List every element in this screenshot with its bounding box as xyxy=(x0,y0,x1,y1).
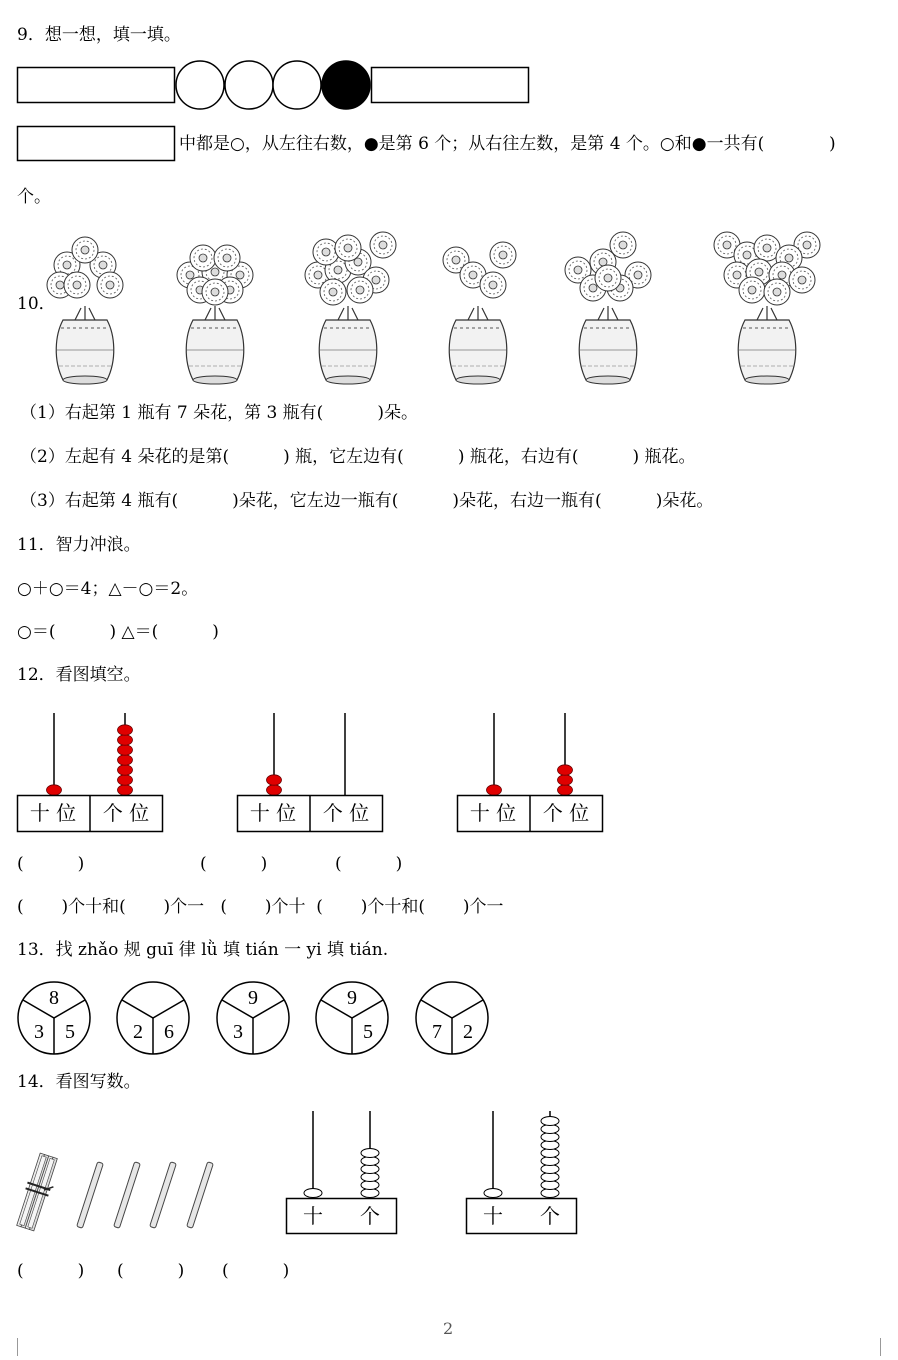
ones-label: 个 位 xyxy=(102,801,150,825)
q11-equation: ○＋○＝4；△－○＝2。 xyxy=(17,579,199,599)
white-circle xyxy=(273,61,321,109)
q14-title: 14．看图写数。 xyxy=(17,1072,141,1092)
circle-top-number: 8 xyxy=(49,987,59,1009)
q11-answer: ○＝( ) △＝( ) xyxy=(17,622,219,642)
margin-mark-left xyxy=(17,1338,18,1356)
circle-left-number: 2 xyxy=(133,1021,143,1043)
abacus-bead xyxy=(487,785,502,795)
number-circle-3 xyxy=(217,982,289,1054)
circle-left-number: 7 xyxy=(432,1021,442,1043)
ones-label: 个 xyxy=(540,1204,560,1228)
circle-right-number: 2 xyxy=(463,1021,473,1043)
q13-title: 13．找 zhǎo 规 guī 律 lǜ 填 tián 一 yi 填 tián. xyxy=(17,940,389,960)
circle-top-number: 9 xyxy=(347,987,357,1009)
ones-label: 个 位 xyxy=(542,801,590,825)
abacus-bead xyxy=(304,1189,322,1198)
tens-label: 十 xyxy=(483,1204,503,1228)
q10-sub2: （2）左起有 4 朵花的是第( ) 瓶，它左边有( ) 瓶花，右边有( ) 瓶花。 xyxy=(20,447,696,467)
abacus-bead xyxy=(118,765,133,775)
single-stick xyxy=(77,1162,104,1229)
abacus-bead xyxy=(118,745,133,755)
circle-left-number: 3 xyxy=(34,1021,44,1043)
q10-sub3: （3）右起第 4 瓶有( )朵花，它左边一瓶有( )朵花，右边一瓶有( )朵花。 xyxy=(20,491,714,511)
q11-title: 11．智力冲浪。 xyxy=(17,535,141,555)
q12-title: 12．看图填空。 xyxy=(17,665,141,685)
q14-blank-2[interactable]: ( ) xyxy=(117,1261,185,1281)
single-stick xyxy=(187,1162,214,1229)
q12-blank-2[interactable]: ( ) xyxy=(200,854,268,874)
single-stick xyxy=(114,1162,141,1229)
circle-right-number: 6 xyxy=(164,1021,174,1043)
tens-label: 十 xyxy=(303,1204,323,1228)
q14-blank-3[interactable]: ( ) xyxy=(222,1261,290,1281)
q14-blank-1[interactable]: ( ) xyxy=(17,1261,85,1281)
abacus-bead xyxy=(118,775,133,785)
abacus-bead xyxy=(361,1149,379,1158)
q14-abacus-1 xyxy=(286,1108,401,1238)
blank-box-left xyxy=(18,68,175,103)
abacus-bead xyxy=(267,785,282,795)
vase-3 xyxy=(305,232,396,384)
vase-5 xyxy=(565,232,651,384)
q9-blank-box[interactable] xyxy=(17,126,177,162)
vase-6 xyxy=(714,232,820,384)
stick-bundle-picture xyxy=(15,1150,225,1235)
abacus-bead xyxy=(541,1117,559,1126)
stick-bundle xyxy=(14,1152,62,1232)
abacus-bead xyxy=(558,765,573,775)
circle-right-number: 5 xyxy=(65,1021,75,1043)
q12-abacus-1 xyxy=(17,710,167,835)
page-number: 2 xyxy=(443,1319,454,1338)
white-circle xyxy=(176,61,224,109)
abacus-bead xyxy=(118,785,133,795)
number-circle-2 xyxy=(117,982,189,1054)
white-circle xyxy=(225,61,273,109)
blank-box-right xyxy=(372,68,529,103)
single-stick xyxy=(150,1162,177,1229)
margin-mark-right xyxy=(880,1338,881,1356)
abacus-bead xyxy=(47,785,62,795)
tens-label: 十 位 xyxy=(29,801,77,825)
abacus-bead xyxy=(118,735,133,745)
q12-blank-3[interactable]: ( ) xyxy=(335,854,403,874)
number-circle-5 xyxy=(416,982,488,1054)
q14-abacus-2 xyxy=(466,1108,581,1238)
q10-number: 10． xyxy=(17,294,56,314)
number-circle-1 xyxy=(18,982,90,1054)
vase-1 xyxy=(47,237,123,384)
circle-right-number: 5 xyxy=(363,1021,373,1043)
ones-label: 个 位 xyxy=(322,801,370,825)
q13-circles xyxy=(0,975,898,1065)
q12-abacus-2 xyxy=(237,710,387,835)
abacus-bead xyxy=(267,775,282,785)
vase-4 xyxy=(443,242,516,384)
q12-blank-1[interactable]: ( ) xyxy=(17,854,85,874)
q9-title: 9．想一想，填一填。 xyxy=(17,25,181,45)
q9-line2: 个。 xyxy=(17,187,51,207)
tens-label: 十 位 xyxy=(249,801,297,825)
q12-blank-row[interactable]: ( )个十和( )个一 ( )个十 ( )个十和( )个一 xyxy=(17,897,504,917)
number-circle-4 xyxy=(316,982,388,1054)
abacus-bead xyxy=(558,775,573,785)
black-circle xyxy=(322,61,370,109)
circle-top-number: 9 xyxy=(248,987,258,1009)
circle-left-number: 3 xyxy=(233,1021,243,1043)
q10-sub1: （1）右起第 1 瓶有 7 朵花，第 3 瓶有( )朵。 xyxy=(20,403,418,423)
abacus-bead xyxy=(558,785,573,795)
vase-2 xyxy=(177,245,253,384)
abacus-bead xyxy=(118,755,133,765)
tens-label: 十 位 xyxy=(469,801,517,825)
q9-shape-row xyxy=(0,0,898,120)
abacus-bead xyxy=(118,725,133,735)
q9-line1: 中都是○，从左往右数，●是第 6 个；从右往左数，是第 4 个。○和●一共有( ) xyxy=(179,134,836,154)
ones-label: 个 xyxy=(360,1204,380,1228)
q12-abacus-3 xyxy=(457,710,607,835)
abacus-bead xyxy=(484,1189,502,1198)
vase-row xyxy=(0,225,898,390)
